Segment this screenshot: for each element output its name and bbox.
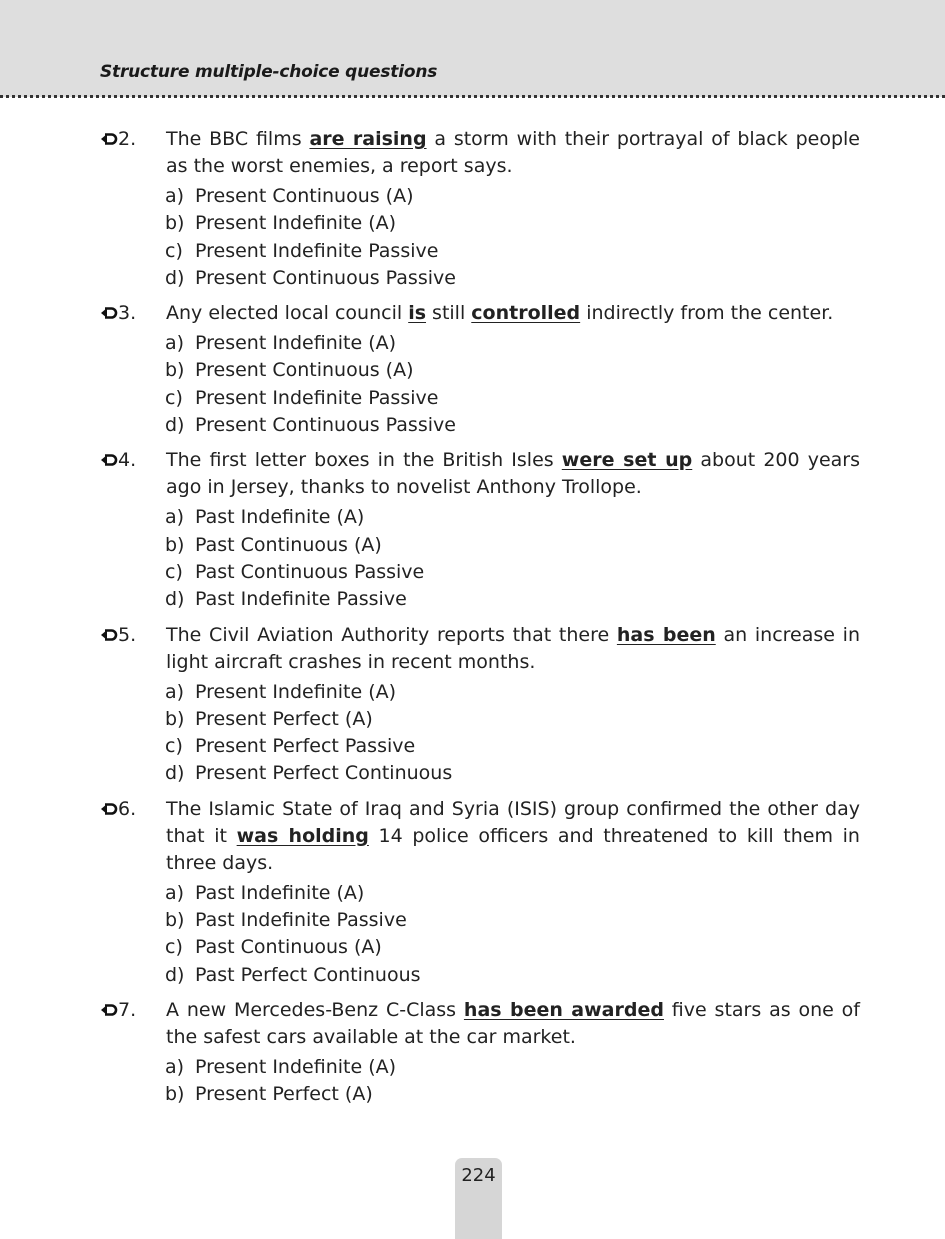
question-item <box>100 126 860 292</box>
question-segment: a storm with their portrayal of black people as the worst enemies, a report says. <box>166 128 860 177</box>
question-number: 6. <box>118 797 137 820</box>
question-number: 7. <box>118 998 137 1021</box>
answer-option <box>165 357 860 384</box>
option-letter: d) <box>165 266 185 289</box>
answer-option <box>165 210 860 237</box>
option-text: Past Indefinite Passive <box>195 588 407 611</box>
option-text: Past Indefinite (A) <box>195 506 365 529</box>
option-text: Present Continuous Passive <box>195 266 456 289</box>
question-item <box>100 447 860 613</box>
answer-option <box>165 238 860 265</box>
option-text: Present Perfect (A) <box>195 707 373 730</box>
option-letter: d) <box>165 414 185 437</box>
answer-option <box>165 733 860 760</box>
answer-option <box>165 532 860 559</box>
question-number: 3. <box>118 302 137 325</box>
answer-option <box>165 559 860 586</box>
option-text: Past Continuous Passive <box>195 560 425 583</box>
question-text <box>118 622 860 676</box>
answer-options <box>165 679 860 788</box>
highlighted-verb: has been <box>616 623 716 646</box>
question-segment: A new Mercedes-Benz C-Class <box>166 998 464 1021</box>
question-segment: five stars as one of the safest cars available at the car market. <box>166 998 860 1048</box>
answer-options <box>165 504 860 613</box>
question-number: 5. <box>118 623 137 646</box>
question-segment: about 200 years ago in Jersey, thanks to novelist Anthony Trollope. <box>166 449 860 499</box>
dotted-divider <box>0 95 945 98</box>
question-number: 4. <box>118 449 137 472</box>
option-letter: b) <box>165 533 185 556</box>
question-text <box>118 796 860 877</box>
highlighted-verb: has been awarded <box>463 998 664 1021</box>
option-text: Present Continuous (A) <box>195 359 414 382</box>
option-text: Present Indefinite Passive <box>195 386 439 409</box>
answer-options <box>165 183 860 292</box>
option-text: Present Indefinite (A) <box>195 212 397 235</box>
page-header <box>0 0 945 97</box>
option-text: Past Perfect Continuous <box>195 963 421 986</box>
arrow-bullet-icon <box>100 1001 120 1019</box>
question-segment: The Islamic State of Iraq and Syria (ISIS) group confirmed the other day that it <box>166 797 860 847</box>
option-letter: a) <box>165 506 185 529</box>
answer-option <box>165 679 860 706</box>
question-segment: The BBC films <box>166 128 310 150</box>
question-segment: still <box>426 302 472 325</box>
option-text: Present Indefinite (A) <box>195 680 397 703</box>
answer-options <box>165 1054 860 1109</box>
answer-option <box>165 265 860 292</box>
question-segment: The first letter boxes in the British Isles <box>166 449 562 472</box>
answer-option <box>165 330 860 357</box>
question-item <box>100 796 860 989</box>
option-letter: c) <box>165 735 183 758</box>
answer-option <box>165 880 860 907</box>
answer-option <box>165 706 860 733</box>
option-text: Present Perfect (A) <box>195 1083 373 1106</box>
arrow-bullet-icon <box>100 626 120 644</box>
option-letter: c) <box>165 386 183 409</box>
highlighted-verb: is <box>408 302 427 325</box>
question-list <box>100 126 860 1117</box>
option-text: Present Continuous (A) <box>195 185 414 207</box>
question-segment: indirectly from the center. <box>580 302 834 325</box>
answer-option <box>165 385 860 412</box>
option-letter: b) <box>165 212 185 235</box>
highlighted-verb: controlled <box>471 302 581 325</box>
highlighted-verb: are raising <box>309 128 427 150</box>
question-text <box>118 997 860 1051</box>
option-text: Past Continuous (A) <box>195 936 382 959</box>
option-letter: a) <box>165 1055 185 1078</box>
answer-option <box>165 1081 860 1108</box>
question-item <box>100 300 860 439</box>
answer-option <box>165 760 860 787</box>
question-item <box>100 622 860 788</box>
option-letter: a) <box>165 680 185 703</box>
arrow-bullet-icon <box>100 304 120 322</box>
option-text: Past Indefinite Passive <box>195 909 407 932</box>
answer-option <box>165 183 860 210</box>
option-text: Present Indefinite Passive <box>195 239 439 262</box>
section-title: Structure multiple-choice questions <box>100 62 438 82</box>
option-letter: c) <box>165 560 183 583</box>
question-text <box>118 126 860 180</box>
option-letter: c) <box>165 239 183 262</box>
answer-option <box>165 504 860 531</box>
arrow-bullet-icon <box>100 451 120 469</box>
question-text <box>118 300 860 327</box>
highlighted-verb: were set up <box>561 449 693 472</box>
question-segment: 14 police officers and threatened to kill them in three days. <box>166 824 860 874</box>
option-letter: b) <box>165 359 185 382</box>
option-letter: a) <box>165 881 185 904</box>
option-letter: c) <box>165 936 183 959</box>
question-number: 2. <box>118 128 137 150</box>
arrow-bullet-icon <box>100 130 120 148</box>
option-letter: b) <box>165 909 185 932</box>
answer-option <box>165 907 860 934</box>
option-letter: d) <box>165 963 185 986</box>
question-segment: The Civil Aviation Authority reports that there <box>166 623 617 646</box>
question-segment: an increase in light aircraft crashes in recent months. <box>166 623 860 673</box>
option-letter: b) <box>165 1083 185 1106</box>
arrow-bullet-icon <box>100 800 120 818</box>
answer-option <box>165 1054 860 1081</box>
option-letter: d) <box>165 588 185 611</box>
option-letter: a) <box>165 332 185 355</box>
option-text: Past Continuous (A) <box>195 533 382 556</box>
answer-option <box>165 586 860 613</box>
answer-options <box>165 880 860 989</box>
option-text: Present Perfect Continuous <box>195 762 453 785</box>
answer-option <box>165 962 860 989</box>
question-text <box>118 447 860 501</box>
option-text: Past Indefinite (A) <box>195 881 365 904</box>
option-text: Present Indefinite (A) <box>195 1055 397 1078</box>
option-letter: b) <box>165 707 185 730</box>
option-text: Present Indefinite (A) <box>195 332 397 355</box>
highlighted-verb: was holding <box>236 824 369 847</box>
question-item <box>100 997 860 1109</box>
option-text: Present Perfect Passive <box>195 735 416 758</box>
page-number: 224 <box>461 1165 496 1186</box>
question-segment: Any elected local council <box>166 302 409 325</box>
answer-options <box>165 330 860 439</box>
answer-option <box>165 934 860 961</box>
answer-option <box>165 412 860 439</box>
option-text: Present Continuous Passive <box>195 414 456 437</box>
option-letter: a) <box>165 185 185 207</box>
option-letter: d) <box>165 762 185 785</box>
